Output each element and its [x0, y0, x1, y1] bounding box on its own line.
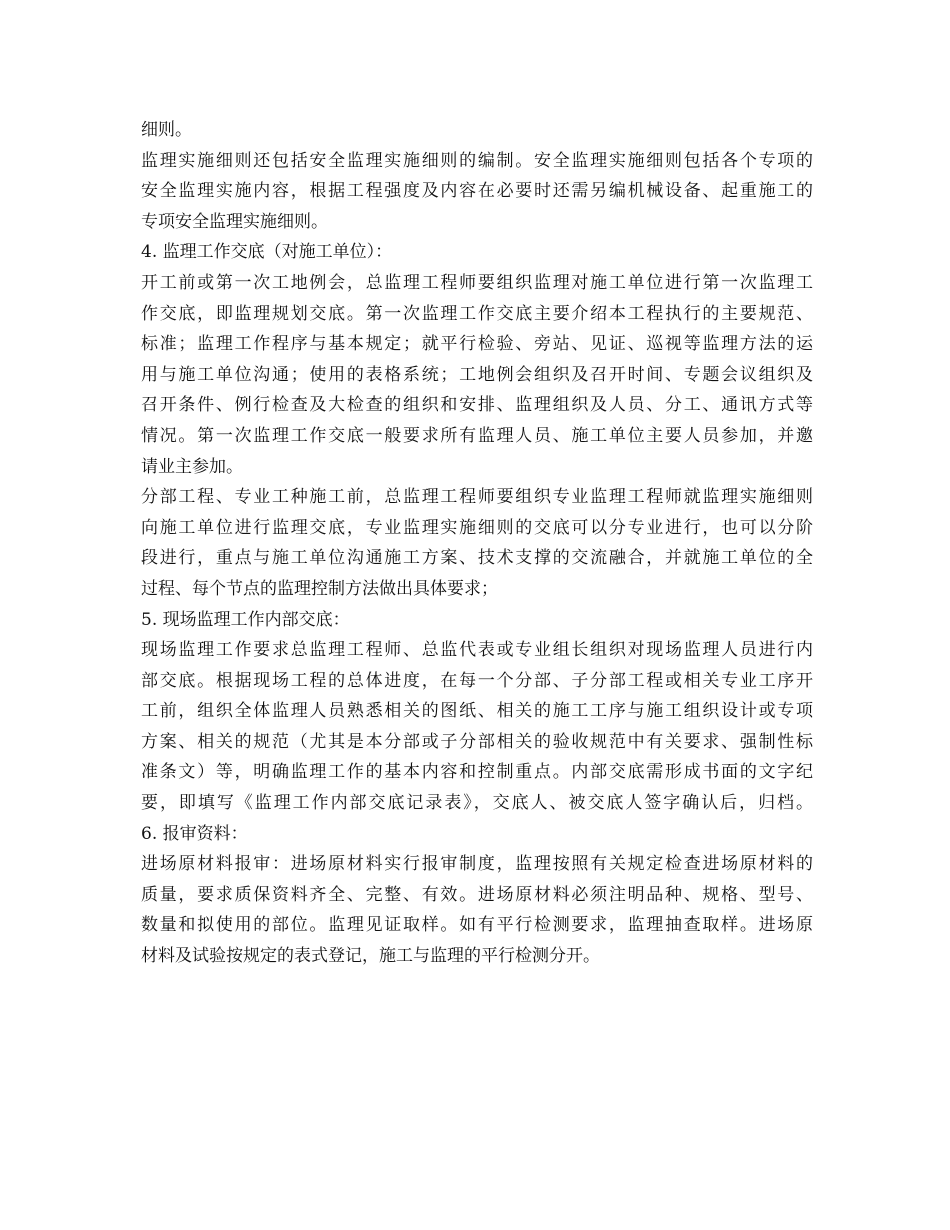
- text-line: 工前，组织全体监理人员熟悉相关的图纸、相关的施工工序与施工组织设计或专项: [141, 701, 813, 722]
- text-line: 安全监理实施内容，根据工程强度及内容在必要时还需另编机械设备、起重施工的: [141, 181, 813, 202]
- text-line: 过程、每个节点的监理控制方法做出具体要求；: [141, 578, 498, 599]
- text-line: 标准；监理工作程序与基本规定；就平行检验、旁站、见证、巡视等监理方法的运: [141, 334, 813, 355]
- text-line: 作交底，即监理规划交底。第一次监理工作交底主要介绍本工程执行的主要规范、: [141, 303, 813, 324]
- text-line: 专项安全监理实施细则。: [141, 211, 328, 232]
- text-line: 细则。: [141, 120, 192, 140]
- section-heading: 4. 监理工作交底（对施工单位）：: [141, 242, 393, 263]
- text-line: 部交底。根据现场工程的总体进度，在每一个分部、子分部工程或相关专业工序开: [141, 670, 813, 691]
- text-line: 向施工单位进行监理交底，专业监理实施细则的交底可以分专业进行，也可以分阶: [141, 517, 813, 538]
- text-line: 请业主参加。: [141, 456, 243, 477]
- section-heading: 5. 现场监理工作内部交底：: [141, 609, 350, 630]
- text-line: 段进行，重点与施工单位沟通施工方案、技术支撑的交流融合，并就施工单位的全: [141, 548, 813, 569]
- text-line: 现场监理工作要求总监理工程师、总监代表或专业组长组织对现场监理人员进行内: [141, 640, 813, 661]
- text-line: 进场原材料报审：进场原材料实行报审制度，监理按照有关规定检查进场原材料的: [141, 854, 813, 875]
- text-line: 数量和拟使用的部位。监理见证取样。如有平行检测要求，监理抽查取样。进场原: [141, 915, 813, 936]
- document-body: [141, 115, 813, 972]
- text-line: 准条文）等，明确监理工作的基本内容和控制重点。内部交底需形成书面的文字纪: [141, 762, 813, 783]
- text-line: 要，即填写《监理工作内部交底记录表》，交底人、被交底人签字确认后，归档。: [141, 793, 813, 814]
- section-heading: 6. 报审资料：: [141, 823, 248, 844]
- text-line: 材料及试验按规定的表式登记，施工与监理的平行检测分开。: [141, 946, 600, 967]
- text-line: 质量，要求质保资料齐全、完整、有效。进场原材料必须注明品种、规格、型号、: [141, 884, 813, 905]
- text-line: 用与施工单位沟通；使用的表格系统；工地例会组织及召开时间、专题会议组织及: [141, 364, 813, 385]
- text-line: 召开条件、例行检查及大检查的组织和安排、监理组织及人员、分工、通讯方式等: [141, 395, 813, 416]
- text-line: 方案、相关的规范（尤其是本分部或子分部相关的验收规范中有关要求、强制性标: [141, 731, 813, 752]
- text-line: 开工前或第一次工地例会，总监理工程师要组织监理对施工单位进行第一次监理工: [141, 272, 813, 293]
- text-line: 分部工程、专业工种施工前，总监理工程师要组织专业监理工程师就监理实施细则: [141, 487, 813, 508]
- text-line: 情况。第一次监理工作交底一般要求所有监理人员、施工单位主要人员参加，并邀: [141, 425, 813, 446]
- text-line: 监理实施细则还包括安全监理实施细则的编制。安全监理实施细则包括各个专项的: [141, 150, 813, 171]
